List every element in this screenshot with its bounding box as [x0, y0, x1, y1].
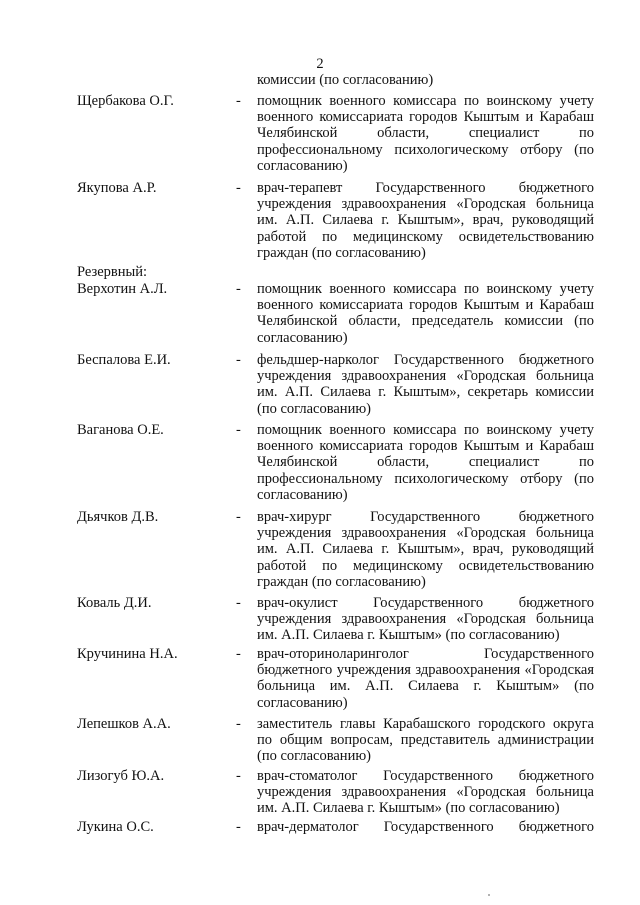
member-dash: -	[236, 352, 241, 368]
member-role: фельдшер-нарколог Государственного бюджетного учреждения здравоохранения «Городская больница им. А.П. Силаева г. Кыштым», секретарь комиссии (по согласованию)	[257, 352, 594, 417]
member-dash: -	[236, 281, 241, 297]
member-name: Кручинина Н.А.	[77, 646, 178, 662]
member-dash: -	[236, 180, 241, 196]
member-role: помощник военного комиссара по воинскому учету военного комиссариата городов Кыштым и Карабаш Челябинской области, председатель комиссии (по согласованию)	[257, 281, 594, 346]
member-dash: -	[236, 509, 241, 525]
member-name: Ваганова О.Е.	[77, 422, 164, 438]
reserve-section-label: Резервный:	[77, 264, 148, 280]
page-number: 2	[316, 56, 324, 72]
member-name: Беспалова Е.И.	[77, 352, 171, 368]
member-role: врач-хирург Государственного бюджетного учреждения здравоохранения «Городская больница им. А.П. Силаева г. Кыштым», врач, руководящий работой по медицинскому освидетельствованию граждан (по согласованию)	[257, 509, 594, 590]
member-role: врач-оториноларинголог Государственного бюджетного учреждения здравоохранения «Городская больница им. А.П. Силаева г. Кыштым» (по согласованию)	[257, 646, 594, 711]
member-role: помощник военного комиссара по воинскому учету военного комиссариата городов Кыштым и Карабаш Челябинской области, специалист по профессиональному психологическому отбору (по согласованию)	[257, 422, 594, 503]
member-dash: -	[236, 595, 241, 611]
member-role: врач-стоматолог Государственного бюджетного учреждения здравоохранения «Городская больница им. А.П. Силаева г. Кыштым» (по согласованию)	[257, 768, 594, 817]
member-role: врач-дерматолог Государственного бюджетного	[257, 819, 594, 835]
scan-speck	[488, 894, 490, 896]
member-role: заместитель главы Карабашского городского округа по общим вопросам, представитель администрации (по согласованию)	[257, 716, 594, 765]
member-dash: -	[236, 646, 241, 662]
member-name: Щербакова О.Г.	[77, 93, 174, 109]
member-dash: -	[236, 768, 241, 784]
member-dash: -	[236, 422, 241, 438]
member-name: Дьячков Д.В.	[77, 509, 159, 525]
continuation-text: комиссии (по согласованию)	[257, 72, 434, 88]
member-name: Коваль Д.И.	[77, 595, 152, 611]
member-role: врач-терапевт Государственного бюджетного учреждения здравоохранения «Городская больница им. А.П. Силаева г. Кыштым», врач, руководящий работой по медицинскому освидетельствованию граждан (по согласованию)	[257, 180, 594, 261]
member-dash: -	[236, 819, 241, 835]
member-name: Якупова А.Р.	[77, 180, 157, 196]
member-role: врач-окулист Государственного бюджетного учреждения здравоохранения «Городская больница им. А.П. Силаева г. Кыштым» (по согласованию)	[257, 595, 594, 644]
member-name: Лукина О.С.	[77, 819, 154, 835]
member-name: Верхотин А.Л.	[77, 281, 168, 297]
member-name: Лизогуб Ю.А.	[77, 768, 165, 784]
member-dash: -	[236, 716, 241, 732]
member-role: помощник военного комиссара по воинскому учету военного комиссариата городов Кыштым и Карабаш Челябинской области, специалист по профессиональному психологическому отбору (по согласованию)	[257, 93, 594, 174]
member-name: Лепешков А.А.	[77, 716, 171, 732]
member-dash: -	[236, 93, 241, 109]
